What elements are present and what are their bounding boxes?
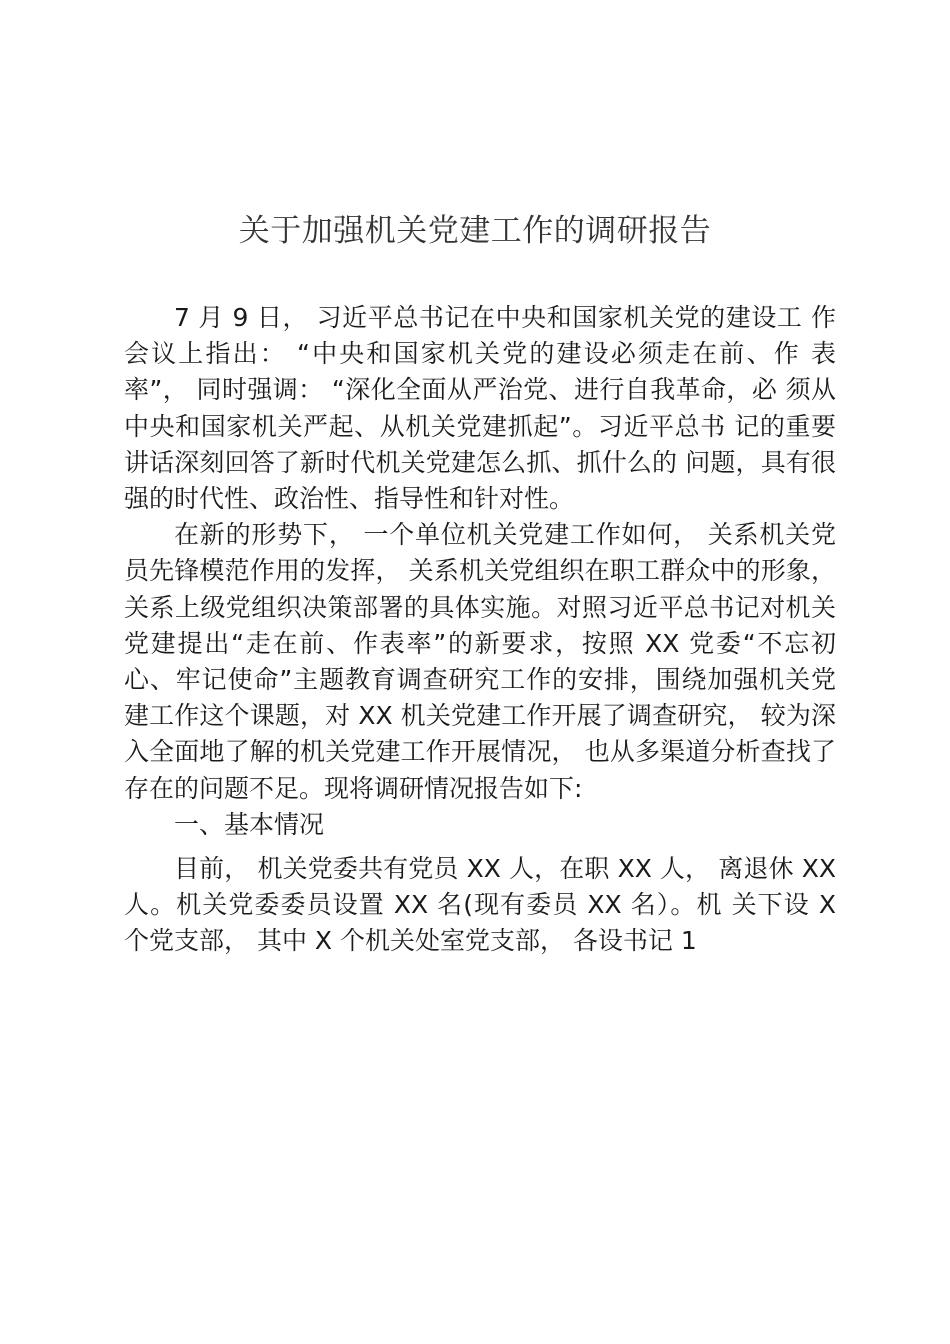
paragraph-context: 在新的形势下， 一个单位机关党建工作如何， 关系机关党员先锋模范作用的发挥， 关系机关党组织在职工群众中的形象， 关系上级党组织决策部署的具体实施。对照习近平总书记对机关党建提出“走在前、作表率”的新要求，按照 XX 党委“不忘初心、牢记使命”主题教育调查研究工作的安排，围绕加强机关党建工作这个课题，对 XX 机关党建工作开展了调查研究， 较为深入全面地了解的机关党建工作开展情况， 也从多渠道分析查找了存在的问题不足。现将调研情况报告如下: — [124, 520, 836, 803]
paragraph-intro: 7 月 9 日， 习近平总书记在中央和国家机关党的建设工 作会议上指出： “中央和国家机关党的建设必须走在前、作 表率”， 同时强调： “深化全面从严治党、进行自我革命，必 须从中央和国家机关严起、从机关党建抓起”。习近平总书 记的重要讲话深刻回答了新时代机关党建怎么抓、抓什么的 问题，具有很强的时代性、政治性、指导性和针对性。 — [124, 303, 836, 514]
spacer — [124, 843, 836, 851]
document-title: 关于加强机关党建工作的调研报告 — [238, 213, 712, 249]
section-heading-basic-situation: 一、基本情况 — [174, 809, 325, 839]
paragraph-basic-situation: 目前， 机关党委共有党员 XX 人，在职 XX 人， 离退休 XX 人。机关党委委员设置 XX 名(现有委员 XX 名）。机 关下设 X 个党支部， 其中 X 个机关处室党支部， 各设书记 1 — [124, 854, 836, 956]
document-body — [124, 300, 836, 960]
